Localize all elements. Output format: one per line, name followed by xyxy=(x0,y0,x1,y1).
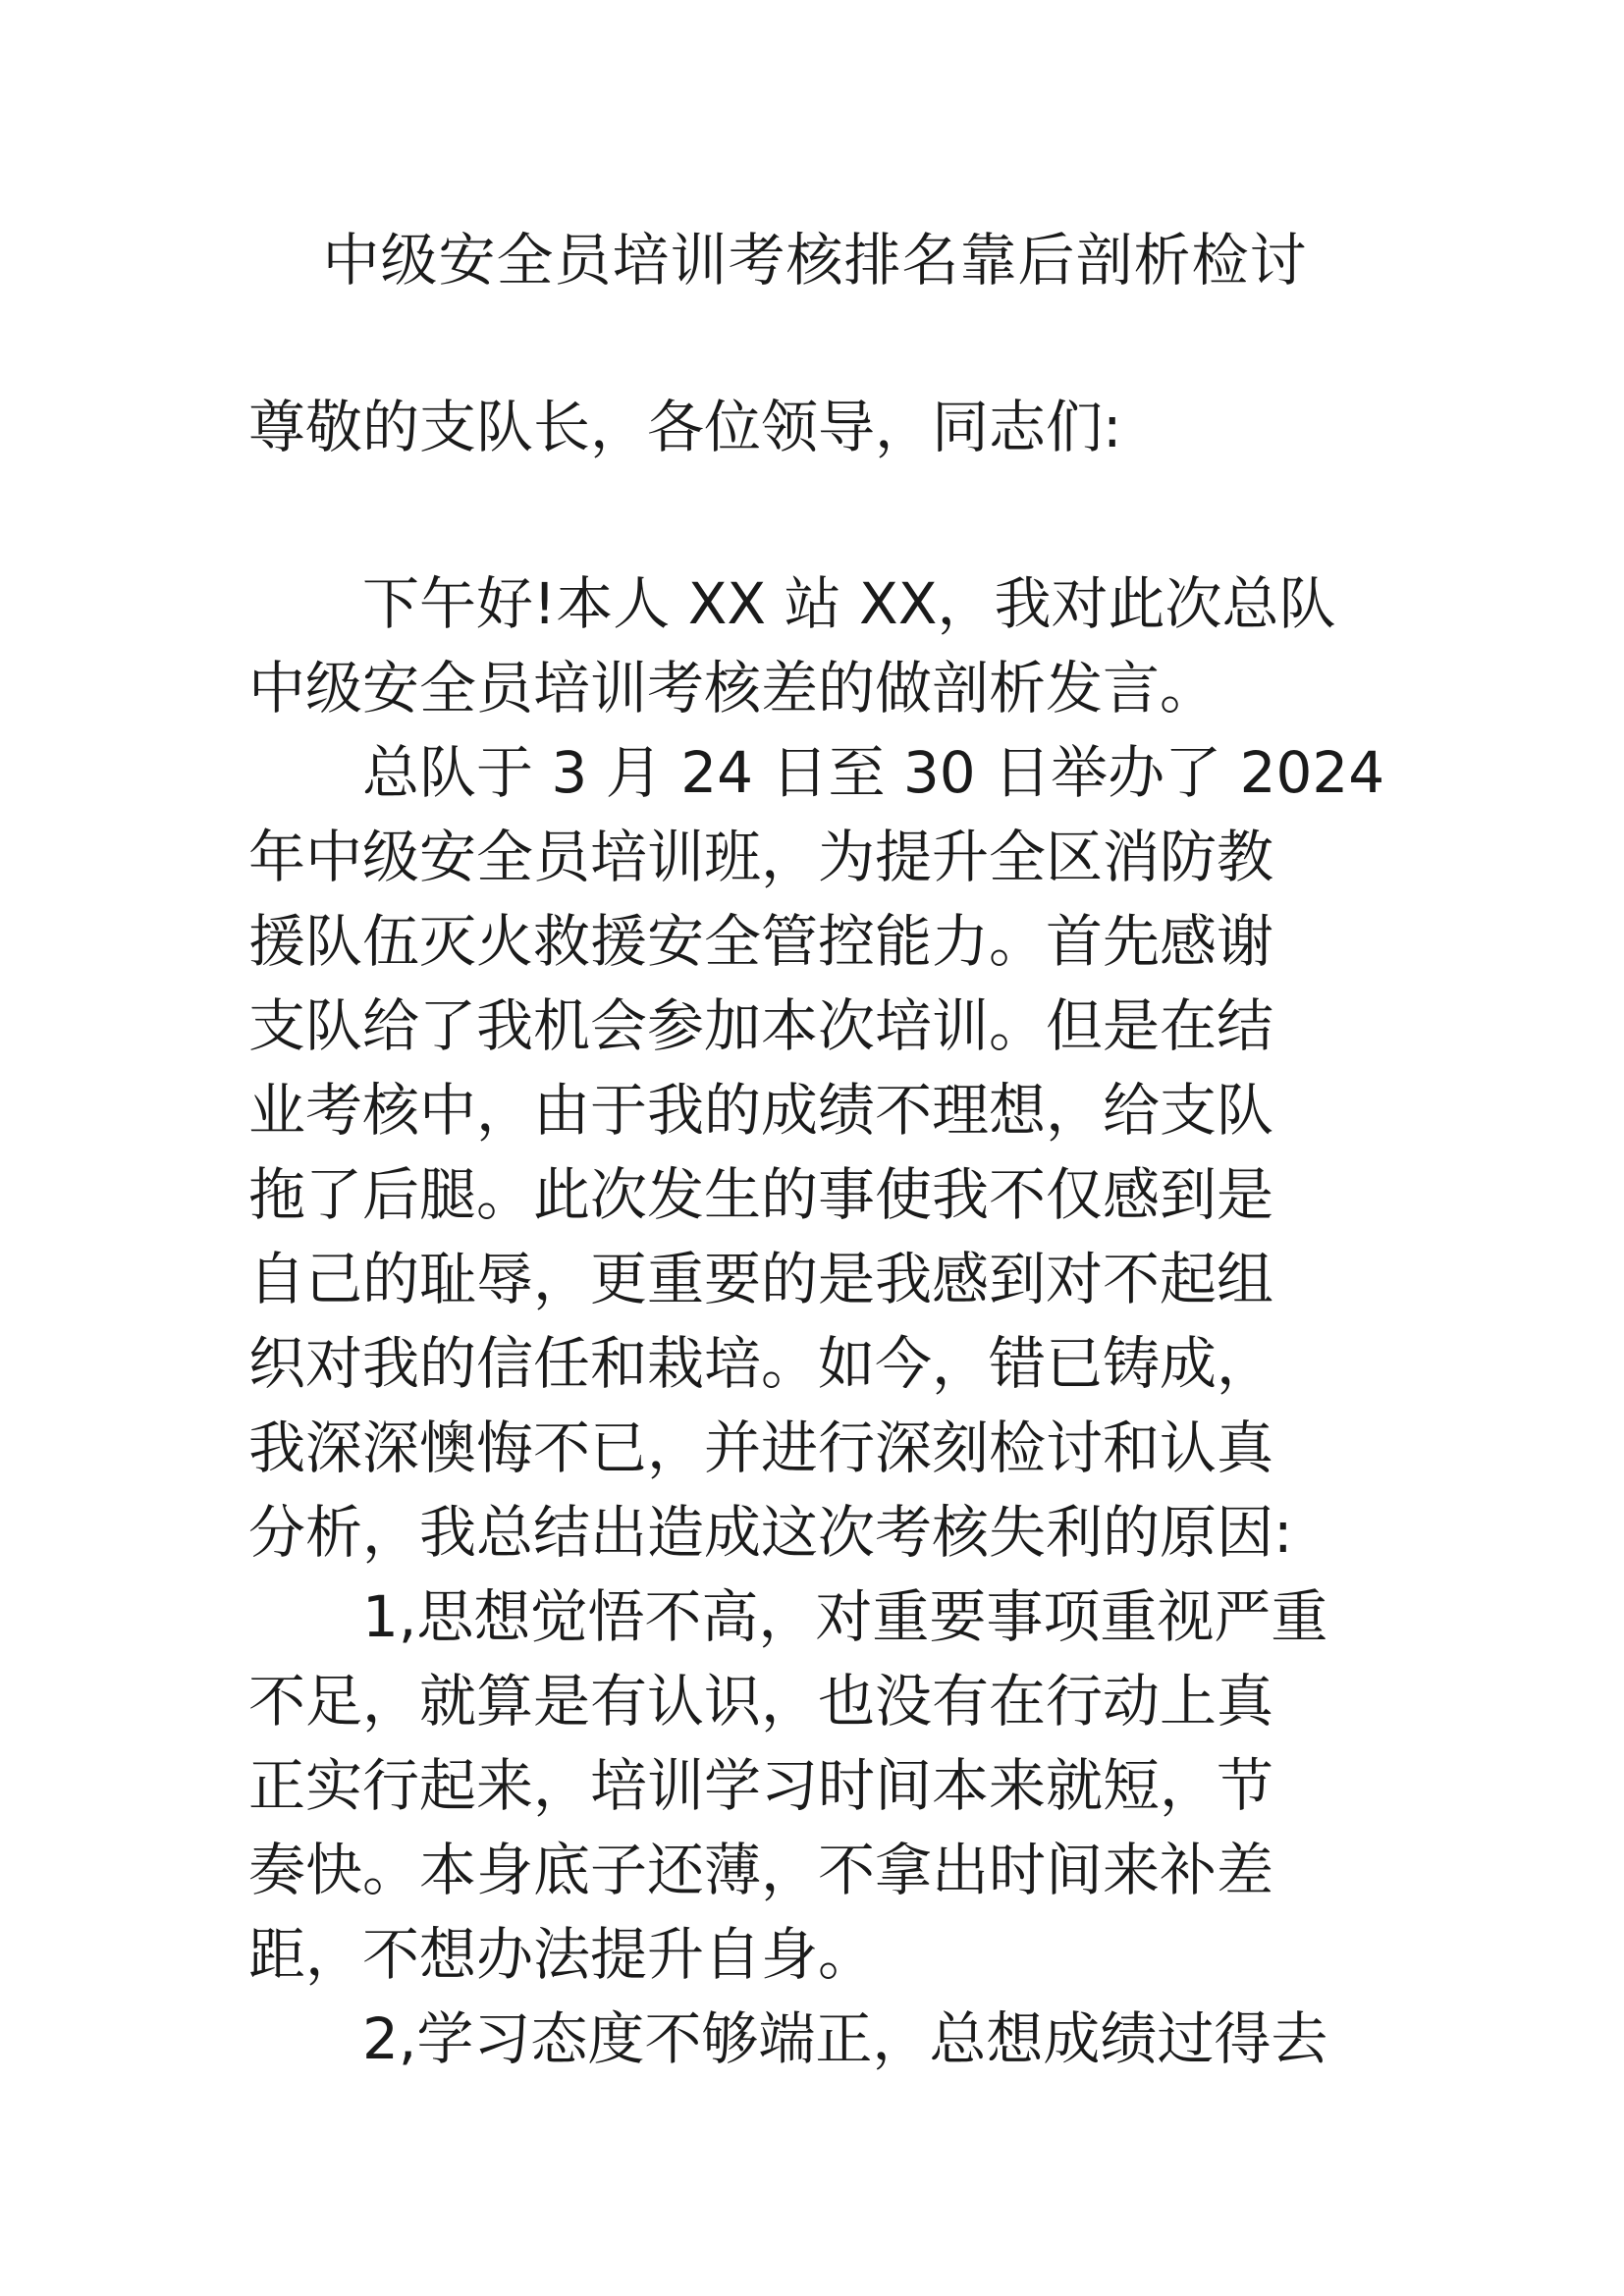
paragraph-line: 不足，就算是有认识，也没有在行动上真 xyxy=(248,1668,1274,1735)
document-title: 中级安全员培训考核排名靠后剖析检讨 xyxy=(322,227,1308,294)
paragraph-line: 中级安全员培训考核差的做剖析发言。 xyxy=(248,655,1218,721)
paragraph-line: 援队伍灭火救援安全管控能力。首先感谢 xyxy=(248,908,1274,975)
paragraph-line: 业考核中，由于我的成绩不理想，给支队 xyxy=(248,1077,1274,1144)
paragraph-line: 总队于 3 月 24 日至 30 日举办了 2024 xyxy=(362,739,1385,806)
paragraph-line: 距，不想办法提升自身。 xyxy=(248,1921,876,1988)
paragraph-line: 拖了后腿。此次发生的事使我不仅感到是 xyxy=(248,1161,1274,1228)
paragraph-line: 奏快。本身底子还薄，不拿出时间来补差 xyxy=(248,1837,1274,1903)
paragraph-reason-1 xyxy=(248,1575,1387,1997)
paragraph-line: 织对我的信任和栽培。如今，错已铸成， xyxy=(248,1330,1274,1397)
paragraph-line: 支队给了我机会参加本次培训。但是在结 xyxy=(248,992,1274,1059)
paragraph-line: 下午好!本人 XX 站 XX，我对此次总队 xyxy=(362,570,1336,637)
paragraph-line: 年中级安全员培训班，为提升全区消防教 xyxy=(248,824,1274,890)
paragraph-greeting xyxy=(248,561,1387,730)
paragraph-reason-2 xyxy=(248,1997,1387,2081)
paragraph-line: 正实行起来，培训学习时间本来就短，节 xyxy=(248,1752,1274,1819)
paragraph-line: 分析，我总结出造成这次考核失利的原因: xyxy=(248,1499,1293,1566)
document-body xyxy=(248,561,1387,2081)
paragraph-line: 自己的耻辱，更重要的是我感到对不起组 xyxy=(248,1246,1274,1312)
salutation: 尊敬的支队长，各位领导，同志们: xyxy=(248,394,1122,460)
paragraph-line: 我深深懊悔不已，并进行深刻检讨和认真 xyxy=(248,1415,1274,1481)
paragraph-line: 2,学习态度不够端正，总想成绩过得去 xyxy=(362,2005,1328,2072)
paragraph-background xyxy=(248,730,1387,1575)
paragraph-line: 1,思想觉悟不高，对重要事项重视严重 xyxy=(362,1583,1328,1650)
